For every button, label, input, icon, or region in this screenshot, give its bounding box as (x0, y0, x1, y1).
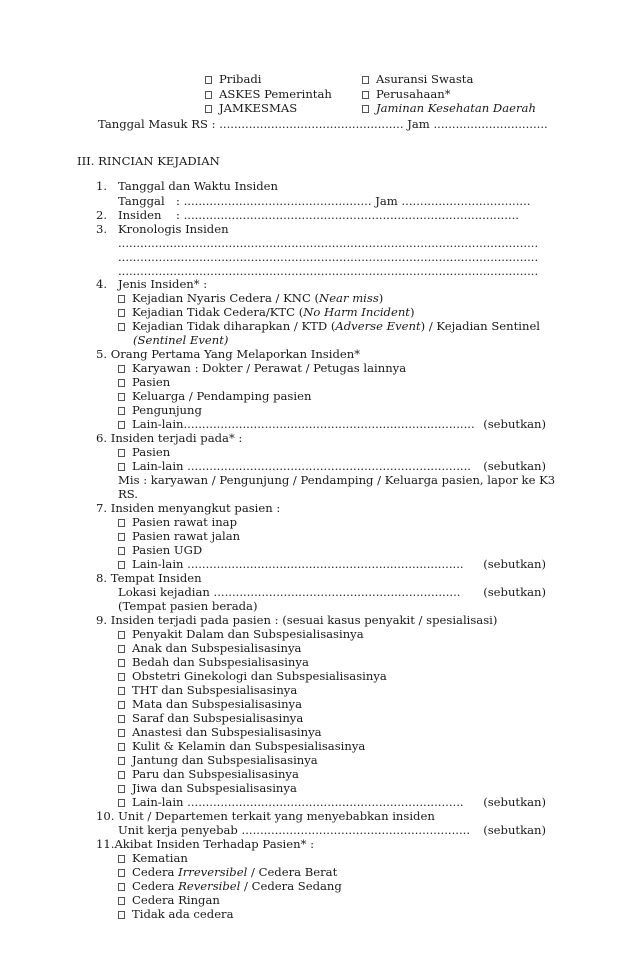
checkbox-icon[interactable] (118, 393, 125, 401)
checkbox-icon[interactable] (118, 659, 125, 667)
menyangkut-option[interactable]: Pasien UGD (118, 543, 202, 557)
terjadi-pada-option[interactable]: Pasien (118, 445, 170, 459)
question-9: 9. Insiden terjadi pada pasien : (sesuai kasus penyakit / spesialisasi) (96, 613, 498, 627)
mis-note-continued: RS. (118, 487, 138, 501)
akibat-option[interactable]: Cedera Irreversibel / Cedera Berat (118, 865, 337, 879)
checkbox-icon[interactable] (118, 309, 125, 317)
sebutkan-label: (sebutkan) (483, 585, 546, 599)
spesialisasi-option[interactable]: Anak dan Subspesialisasinya (118, 641, 301, 655)
question-4: 4. Jenis Insiden* : (96, 277, 208, 291)
checkbox-icon[interactable] (118, 897, 125, 905)
sebutkan-label: (sebutkan) (483, 795, 546, 809)
spesialisasi-lain-option[interactable]: Lain-lain ........................................................................... (118, 795, 464, 809)
spesialisasi-option[interactable]: Bedah dan Subspesialisasinya (118, 655, 309, 669)
checkbox-icon[interactable] (118, 533, 125, 541)
checkbox-icon[interactable] (205, 91, 212, 99)
spesialisasi-option[interactable]: Anastesi dan Subspesialisasinya (118, 725, 322, 739)
spesialisasi-option[interactable]: Penyakit Dalam dan Subspesialisasinya (118, 627, 364, 641)
akibat-option[interactable]: Cedera Reversibel / Cedera Sedang (118, 879, 342, 893)
spesialisasi-option[interactable]: THT dan Subspesialisasinya (118, 683, 297, 697)
question-7: 7. Insiden menyangkut pasien : (96, 501, 281, 515)
question-11: 11.Akibat Insiden Terhadap Pasien* : (96, 837, 314, 851)
spesialisasi-option[interactable]: Paru dan Subspesialisasinya (118, 767, 299, 781)
jam-masuk-field[interactable]: ............................... (433, 117, 548, 131)
checkbox-icon[interactable] (118, 631, 125, 639)
checkbox-icon[interactable] (118, 421, 125, 429)
checkbox-icon[interactable] (118, 379, 125, 387)
spesialisasi-option[interactable]: Jantung dan Subspesialisasinya (118, 753, 318, 767)
sebutkan-label: (sebutkan) (483, 417, 546, 431)
checkbox-icon[interactable] (362, 91, 369, 99)
checkbox-icon[interactable] (118, 715, 125, 723)
checkbox-icon[interactable] (118, 295, 125, 303)
question-10: 10. Unit / Departemen terkait yang menyebabkan insiden (96, 809, 435, 823)
checkbox-icon[interactable] (118, 911, 125, 919)
checkbox-icon[interactable] (118, 449, 125, 457)
lokasi-kejadian-field[interactable]: Lokasi kejadian ................................................................... (118, 585, 461, 599)
menyangkut-lain-option[interactable]: Lain-lain ........................................................................... (118, 557, 464, 571)
jenis-option[interactable]: Kejadian Nyaris Cedera / KNC (Near miss) (118, 291, 383, 305)
pelapor-option[interactable]: Pasien (118, 375, 170, 389)
jam-insiden-field[interactable]: ................................... (401, 194, 531, 208)
checkbox-icon[interactable] (118, 365, 125, 373)
checkbox-icon[interactable] (118, 701, 125, 709)
payment-option[interactable]: ASKES Pemerintah (205, 87, 332, 101)
lokasi-note: (Tempat pasien berada) (118, 599, 258, 613)
checkbox-icon[interactable] (118, 547, 125, 555)
payment-option[interactable]: JAMKESMAS (205, 101, 297, 115)
payment-option[interactable]: Asuransi Swasta (362, 72, 473, 86)
payment-option[interactable]: Pribadi (205, 72, 262, 86)
checkbox-icon[interactable] (205, 76, 212, 84)
question-6: 6. Insiden terjadi pada* : (96, 431, 243, 445)
jenis-option-continued: (Sentinel Event) (133, 333, 229, 347)
checkbox-icon[interactable] (118, 729, 125, 737)
checkbox-icon[interactable] (118, 687, 125, 695)
sebutkan-label: (sebutkan) (483, 459, 546, 473)
checkbox-icon[interactable] (118, 645, 125, 653)
tanggal-masuk-row: Tanggal Masuk RS : .................................................. Jam ............................... (98, 117, 548, 131)
kronologis-line[interactable]: .................................................................................................................. (118, 250, 539, 264)
payment-option[interactable]: Jaminan Kesehatan Daerah (362, 101, 536, 115)
terjadi-pada-lain-option[interactable]: Lain-lain ............................................................................. (118, 459, 471, 473)
checkbox-icon[interactable] (118, 743, 125, 751)
tanggal-masuk-field[interactable]: .................................................. (219, 117, 404, 131)
checkbox-icon[interactable] (362, 76, 369, 84)
kronologis-line[interactable]: .................................................................................................................. (118, 236, 539, 250)
checkbox-icon[interactable] (118, 519, 125, 527)
question-1: 1. Tanggal dan Waktu Insiden (96, 179, 278, 193)
checkbox-icon[interactable] (118, 463, 125, 471)
checkbox-icon[interactable] (205, 105, 212, 113)
sebutkan-label: (sebutkan) (483, 557, 546, 571)
checkbox-icon[interactable] (118, 869, 125, 877)
spesialisasi-option[interactable]: Jiwa dan Subspesialisasinya (118, 781, 297, 795)
question-5: 5. Orang Pertama Yang Melaporkan Insiden* (96, 347, 361, 361)
akibat-option[interactable]: Tidak ada cedera (118, 907, 234, 921)
checkbox-icon[interactable] (118, 771, 125, 779)
section-title: III. RINCIAN KEJADIAN (77, 154, 220, 168)
checkbox-icon[interactable] (118, 757, 125, 765)
mis-note: Mis : karyawan / Pengunjung / Pendamping / Keluarga pasien, lapor ke K3 (118, 473, 556, 487)
jenis-option[interactable]: Kejadian Tidak Cedera/KTC (No Harm Incident) (118, 305, 415, 319)
checkbox-icon[interactable] (118, 799, 125, 807)
jenis-option[interactable]: Kejadian Tidak diharapkan / KTD (Adverse Event) / Kejadian Sentinel (118, 319, 540, 333)
akibat-option[interactable]: Cedera Ringan (118, 893, 220, 907)
checkbox-icon[interactable] (118, 561, 125, 569)
kronologis-line[interactable]: .................................................................................................................. (118, 264, 539, 278)
spesialisasi-option[interactable]: Mata dan Subspesialisasinya (118, 697, 302, 711)
tanggal-insiden-row: Tanggal : ................................................... Jam ................................... (118, 194, 531, 208)
insiden-field[interactable]: ........................................................................................... (183, 208, 519, 222)
pelapor-lain-option[interactable]: Lain-lain............................................................................... (118, 417, 475, 431)
pelapor-option[interactable]: Keluarga / Pendamping pasien (118, 389, 311, 403)
payment-option[interactable]: Perusahaan* (362, 87, 451, 101)
spesialisasi-option[interactable]: Saraf dan Subspesialisasinya (118, 711, 303, 725)
checkbox-icon[interactable] (118, 785, 125, 793)
checkbox-icon[interactable] (118, 407, 125, 415)
menyangkut-option[interactable]: Pasien rawat jalan (118, 529, 240, 543)
tanggal-masuk-label: Tanggal Masuk RS (98, 117, 208, 131)
spesialisasi-option[interactable]: Kulit & Kelamin dan Subspesialisasinya (118, 739, 365, 753)
question-8: 8. Tempat Insiden (96, 571, 202, 585)
unit-kerja-field[interactable]: Unit kerja penyebab .............................................................. (118, 823, 471, 837)
checkbox-icon[interactable] (118, 323, 125, 331)
tanggal-insiden-field[interactable]: ................................................... (183, 194, 372, 208)
checkbox-icon[interactable] (118, 673, 125, 681)
question-2: 2. Insiden : ........................................................................................... (96, 208, 519, 222)
question-3: 3. Kronologis Insiden (96, 222, 229, 236)
checkbox-icon[interactable] (362, 105, 369, 113)
akibat-option[interactable]: Kematian (118, 851, 188, 865)
sebutkan-label: (sebutkan) (483, 823, 546, 837)
checkbox-icon[interactable] (118, 883, 125, 891)
pelapor-option[interactable]: Karyawan : Dokter / Perawat / Petugas lainnya (118, 361, 406, 375)
menyangkut-option[interactable]: Pasien rawat inap (118, 515, 237, 529)
checkbox-icon[interactable] (118, 855, 125, 863)
pelapor-option[interactable]: Pengunjung (118, 403, 202, 417)
spesialisasi-option[interactable]: Obstetri Ginekologi dan Subspesialisasinya (118, 669, 387, 683)
